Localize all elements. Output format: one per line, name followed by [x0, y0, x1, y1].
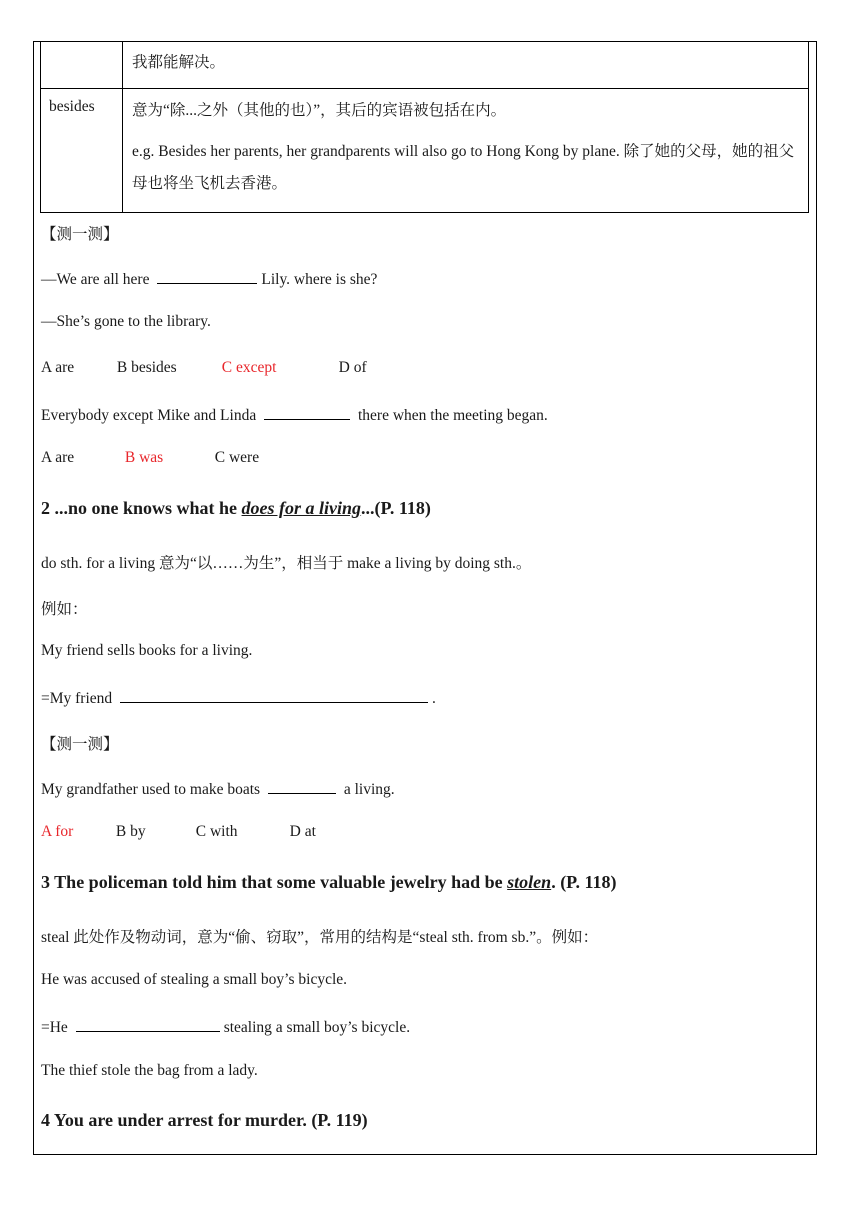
- rewrite-sentence: [41, 1016, 410, 1037]
- quiz-question: [41, 778, 395, 799]
- term-cell: [41, 89, 123, 213]
- option-d: D of: [338, 359, 367, 376]
- answer-blank[interactable]: [120, 687, 428, 703]
- answer-blank[interactable]: [264, 404, 350, 420]
- explanation-cell: [123, 89, 809, 213]
- option-row: [41, 823, 316, 841]
- quiz-label: 【测一测】: [41, 226, 119, 243]
- vocab-table: [40, 41, 809, 213]
- explanation-text: steal 此处作及物动词，意为“偷、窃取”，常用的结构是“steal sth. from sb.”。例如：: [41, 929, 599, 946]
- section-heading: [41, 498, 431, 519]
- sentence-text: =My friend: [41, 690, 113, 707]
- heading-text: . (P. 118): [551, 872, 617, 892]
- question-text: Everybody except Mike and Linda: [41, 407, 257, 424]
- section-heading: 4 You are under arrest for murder. (P. 119): [41, 1110, 368, 1130]
- option-row: [41, 449, 259, 467]
- question-text: Lily. where is she?: [261, 271, 378, 288]
- option-b: B by: [115, 823, 146, 840]
- question-text: —We are all here: [41, 271, 150, 288]
- heading-text: 3 The policeman told him that some valuable jewelry had be: [41, 872, 508, 892]
- rewrite-sentence: [41, 687, 436, 708]
- heading-text: ...(P. 118): [361, 498, 431, 518]
- option-c: C were: [214, 449, 260, 466]
- option-a-answer: A for: [41, 823, 74, 840]
- option-row: [41, 359, 367, 377]
- section-heading: [41, 872, 617, 893]
- quiz-question: [41, 404, 548, 425]
- quiz-question: [41, 268, 377, 289]
- heading-text: 2 ...no one knows what he: [41, 498, 242, 518]
- heading-emphasis: stolen: [507, 872, 552, 892]
- sentence-text: =He: [41, 1019, 68, 1036]
- answer-blank[interactable]: [76, 1016, 220, 1032]
- sentence-text: stealing a small boy’s bicycle.: [223, 1019, 411, 1036]
- example-sentence: He was accused of stealing a small boy’s bicycle.: [41, 971, 348, 988]
- meaning-text: 意为“除...之外（其他的也）”，其后的宾语被包括在内。: [132, 102, 507, 119]
- example-sentence: My friend sells books for a living.: [41, 642, 253, 659]
- example-sentence: The thief stole the bag from a lady.: [41, 1062, 258, 1079]
- option-b-answer: B was: [124, 449, 164, 466]
- question-text: there when the meeting began.: [357, 407, 548, 424]
- table-row: [41, 42, 809, 89]
- option-c: C with: [195, 823, 238, 840]
- example-text: e.g. Besides her parents, her grandparents will also go to Hong Kong by plane. 除了她的父母，她的祖父母也将坐飞机去香港。: [132, 143, 795, 192]
- explanation-cell: [123, 42, 809, 89]
- term-text: besides: [49, 98, 95, 115]
- question-text: a living.: [343, 781, 395, 798]
- term-cell: [41, 42, 123, 89]
- answer-blank[interactable]: [157, 268, 257, 284]
- sentence-text: .: [432, 690, 436, 707]
- example-label: 例如：: [41, 601, 88, 618]
- quiz-label: 【测一测】: [41, 736, 119, 753]
- option-d: D at: [289, 823, 316, 840]
- explanation-text: do sth. for a living 意为“以……为生”，相当于 make a living by doing sth.。: [41, 555, 532, 572]
- option-b: B besides: [116, 359, 177, 376]
- option-a: A are: [41, 359, 75, 376]
- question-text: My grandfather used to make boats: [41, 781, 261, 798]
- option-c-answer: C except: [221, 359, 277, 376]
- option-a: A are: [41, 449, 75, 466]
- heading-emphasis: does for a living: [241, 498, 362, 518]
- answer-blank[interactable]: [268, 778, 336, 794]
- dialogue-reply: —She’s gone to the library.: [41, 313, 211, 330]
- explanation-text: 我都能解决。: [132, 54, 226, 71]
- table-row: [41, 89, 809, 213]
